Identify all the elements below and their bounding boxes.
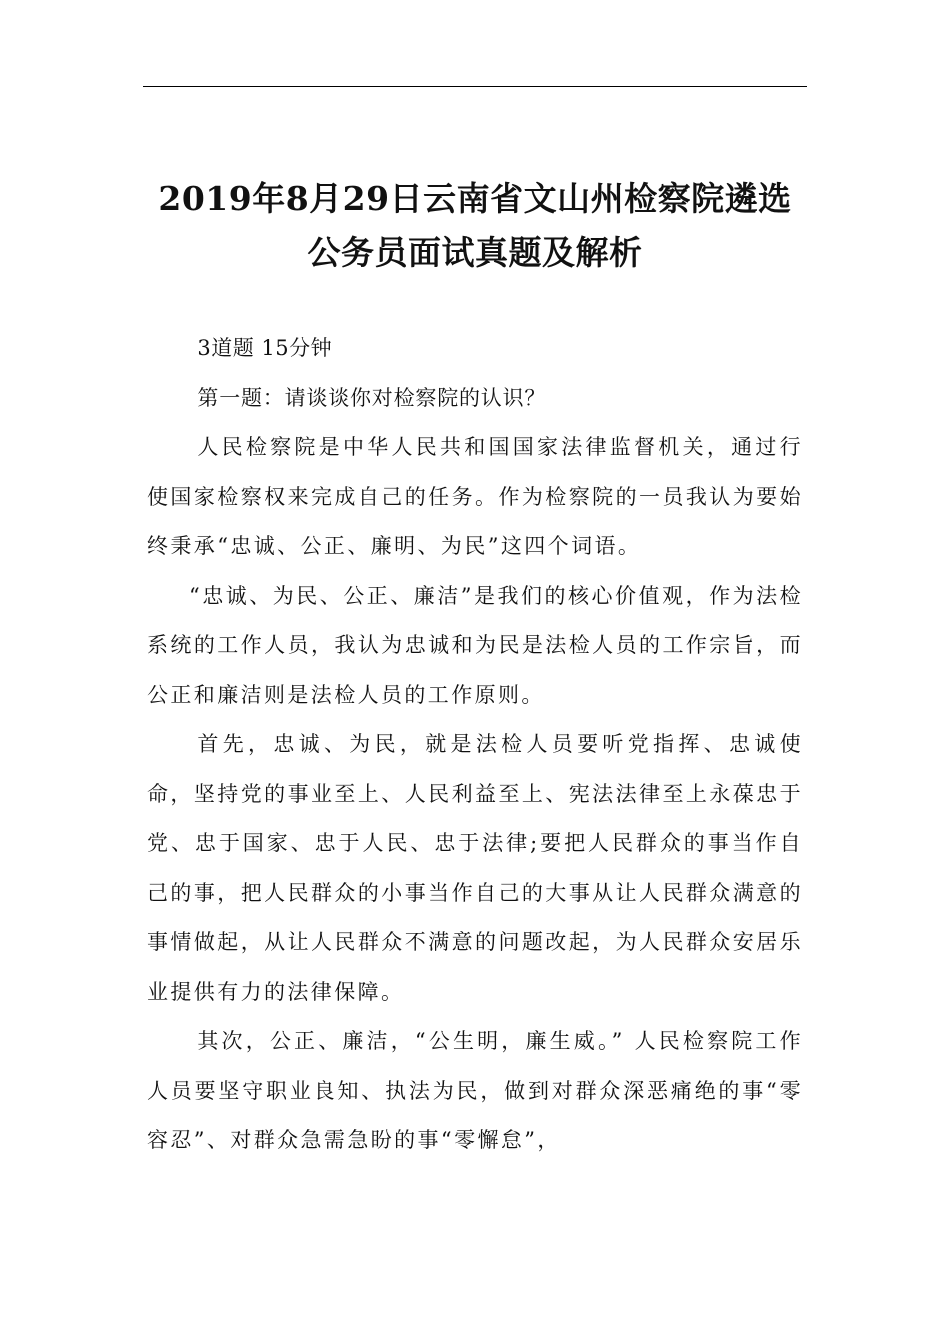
paragraph-2: “忠诚、为民、公正、廉洁”是我们的核心价值观，作为法检系统的工作人员，我认为忠诚和为民是法检人员的工作宗旨，而公正和廉洁则是法检人员的工作原则。	[147, 583, 803, 707]
document-body	[147, 324, 803, 1166]
title-line-2: 公务员面试真题及解析	[307, 233, 643, 272]
paragraph-3: 首先，忠诚、为民，就是法检人员要听党指挥、忠诚使命，坚持党的事业至上、人民利益至上、宪法法律至上永葆忠于党、忠于国家、忠于人民、忠于法律;要把人民群众的事当作自己的事，把人民群众的小事当作自己的大事从让人民群众满意的事情做起，从让人民群众不满意的问题改起，为人民群众安居乐业提供有力的法律保障。	[147, 732, 803, 1004]
paragraph-4: 其次，公正、廉洁，“公生明，廉生威。” 人民检察院工作人员要坚守职业良知、执法为民，做到对群众深恶痛绝的事“零容忍”、对群众急需急盼的事“零懈怠”，	[147, 1029, 803, 1152]
exam-meta: 3道题 15分钟	[197, 336, 333, 360]
title-line-1: 2019年8月29日云南省文山州检察院遴选	[158, 179, 792, 218]
document-title	[143, 172, 807, 280]
question-1: 第一题：请谈谈你对检察院的认识？	[197, 385, 547, 410]
paragraph-1: 人民检察院是中华人民共和国国家法律监督机关，通过行使国家检察权来完成自己的任务。作为检察院的一员我认为要始终秉承“忠诚、公正、廉明、为民”这四个词语。	[147, 435, 803, 558]
header-rule	[143, 86, 807, 87]
